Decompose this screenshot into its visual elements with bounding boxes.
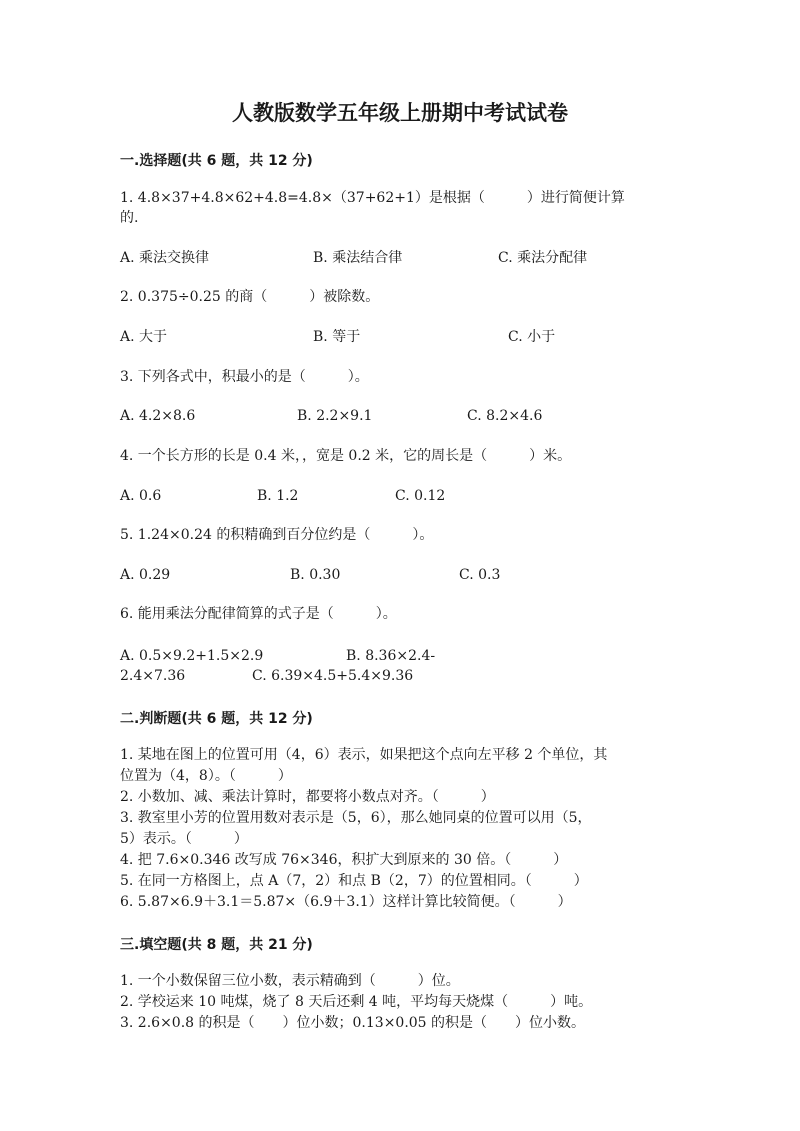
question-4-option-b: B. 1.2 [257, 488, 299, 504]
page-title: 人教版数学五年级上册期中考试试卷 [232, 101, 568, 125]
question-4-stem: 4. 一个长方形的长是 0.4 米，，宽是 0.2 米，它的周长是（ ）米。 [120, 448, 572, 464]
question-3-option-a: A. 4.2×8.6 [120, 408, 196, 424]
fill-line-3: 3. 2.6×0.8 的积是（ ）位小数；0.13×0.05 的积是（ ）位小数。 [120, 1015, 586, 1031]
question-1-stem-line-1: 1. 4.8×37+4.8×62+4.8=4.8×（37+62+1）是根据（ ）进行简便计算 [120, 190, 625, 206]
question-5-stem: 5. 1.24×0.24 的积精确到百分位约是（ ）。 [120, 527, 434, 543]
tf-line-2: 位置为（4，8）。（ ） [120, 768, 292, 784]
question-5-option-b: B. 0.30 [290, 567, 341, 583]
section-heading-true-false: 二.判断题(共 6 题，共 12 分) [120, 711, 313, 727]
section-heading-choice: 一.选择题(共 6 题，共 12 分) [120, 153, 313, 169]
question-2-option-a: A. 大于 [120, 329, 168, 345]
question-1-option-c: C. 乘法分配律 [498, 250, 588, 266]
question-6-option-b-part-1: B. 8.36×2.4- [346, 648, 436, 664]
question-5-option-c: C. 0.3 [459, 567, 501, 583]
tf-line-8: 6. 5.87×6.9＋3.1＝5.87×（6.9＋3.1）这样计算比较简便。（ ） [120, 894, 572, 910]
question-6-option-a: A. 0.5×9.2+1.5×2.9 [120, 648, 264, 664]
tf-line-7: 5. 在同一方格图上，点 A（7，2）和点 B（2，7）的位置相同。（ ） [120, 873, 588, 889]
question-6-option-b-part-2: 2.4×7.36 [120, 668, 186, 684]
question-6-stem: 6. 能用乘法分配律简算的式子是（ ）。 [120, 606, 397, 622]
question-1-option-a: A. 乘法交换律 [120, 250, 210, 266]
question-2-option-b: B. 等于 [313, 329, 361, 345]
section-heading-fill-blank: 三.填空题(共 8 题，共 21 分) [120, 937, 313, 953]
question-2-stem: 2. 0.375÷0.25 的商（ ）被除数。 [120, 289, 380, 305]
fill-line-2: 2. 学校运来 10 吨煤，烧了 8 天后还剩 4 吨，平均每天烧煤（ ）吨。 [120, 994, 593, 1010]
question-5-option-a: A. 0.29 [120, 567, 171, 583]
question-3-option-c: C. 8.2×4.6 [467, 408, 543, 424]
fill-line-1: 1. 一个小数保留三位小数，表示精确到（ ）位。 [120, 973, 460, 989]
question-3-option-b: B. 2.2×9.1 [297, 408, 373, 424]
question-1-option-b: B. 乘法结合律 [313, 250, 403, 266]
question-4-option-c: C. 0.12 [395, 488, 446, 504]
tf-line-3: 2. 小数加、减、乘法计算时，都要将小数点对齐。（ ） [120, 789, 495, 805]
question-6-option-c: C. 6.39×4.5+5.4×9.36 [252, 668, 414, 684]
question-3-stem: 3. 下列各式中，积最小的是（ ）。 [120, 369, 369, 385]
question-2-option-c: C. 小于 [508, 329, 556, 345]
question-4-option-a: A. 0.6 [120, 488, 162, 504]
tf-line-1: 1. 某地在图上的位置可用（4，6）表示，如果把这个点向左平移 2 个单位，其 [120, 747, 608, 763]
tf-line-5: 5）表示。（ ） [120, 831, 248, 847]
tf-line-6: 4. 把 7.6×0.346 改写成 76×346，积扩大到原来的 30 倍。（ ） [120, 852, 568, 868]
question-1-stem-line-2: 的. [120, 210, 139, 226]
tf-line-4: 3. 教室里小芳的位置用数对表示是（5，6），那么她同桌的位置可以用（5， [120, 810, 592, 826]
